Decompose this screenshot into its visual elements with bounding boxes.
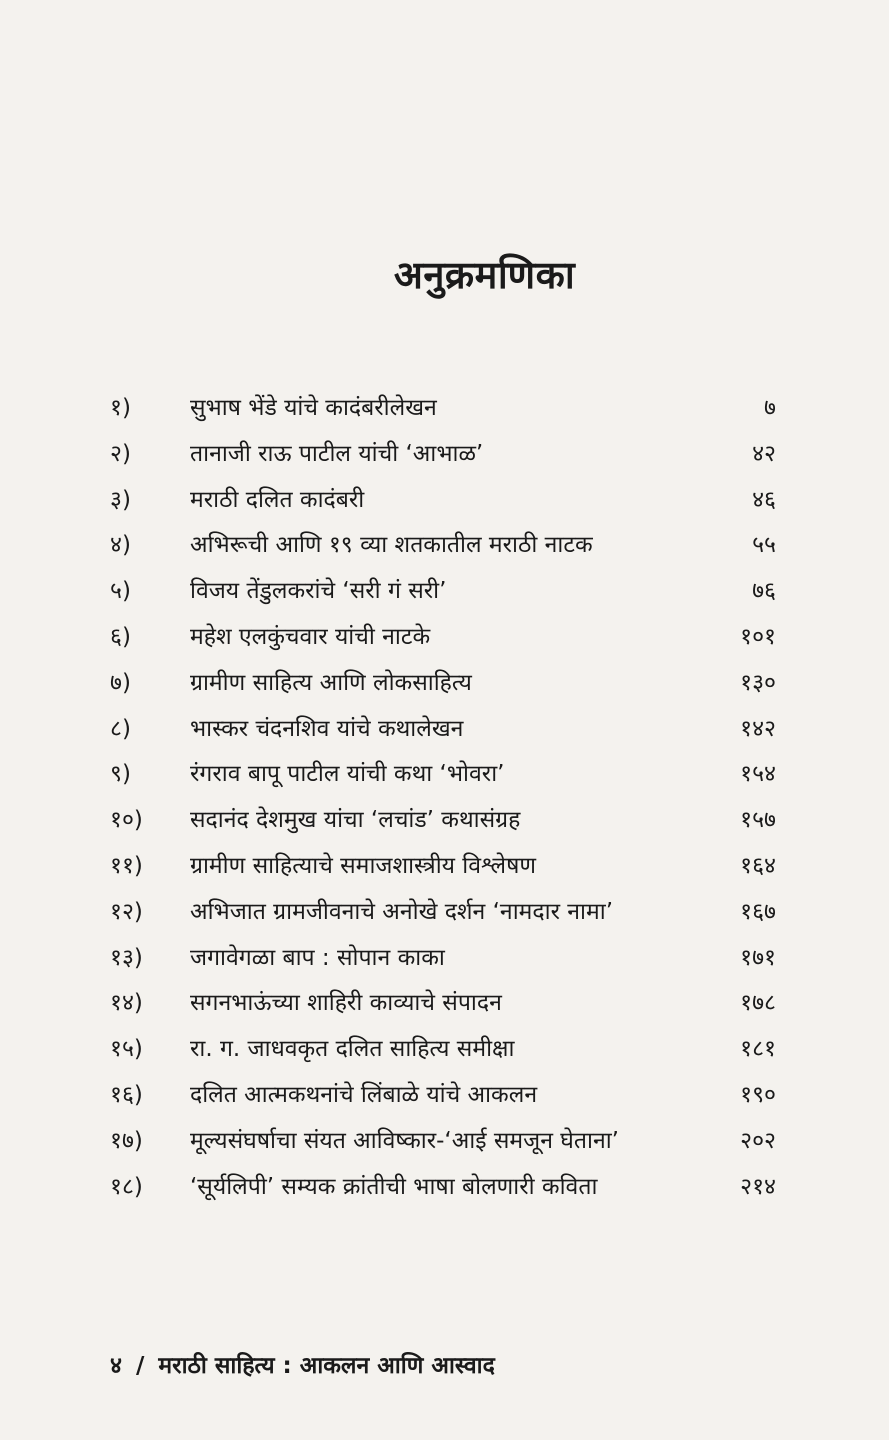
- entry-number: ३): [110, 486, 131, 513]
- toc-entry: [0, 842, 889, 888]
- toc-entry: [0, 384, 889, 430]
- entry-page: १०१: [740, 623, 776, 650]
- toc-entry: [0, 750, 889, 796]
- toc-entry: [0, 1025, 889, 1071]
- entry-title: मूल्यसंघर्षाचा संयत आविष्कार-‘आई समजून घेताना’: [190, 1127, 619, 1154]
- entry-number: १३): [110, 944, 143, 971]
- entry-number: ७): [110, 669, 131, 696]
- entry-page: १६४: [740, 852, 776, 879]
- entry-number: ११): [110, 852, 143, 879]
- toc-entry: [0, 521, 889, 567]
- toc-entry: [0, 1163, 889, 1209]
- toc-entry: [0, 934, 889, 980]
- entry-page: १७१: [740, 944, 776, 971]
- entry-page: १९०: [740, 1081, 776, 1108]
- entry-title: ‘सूर्यलिपी’ सम्यक क्रांतीची भाषा बोलणारी कविता: [190, 1173, 598, 1200]
- footer-page-number: ४: [110, 1353, 122, 1379]
- entry-title: तानाजी राऊ पाटील यांची ‘आभाळ’: [190, 440, 484, 467]
- entry-title: महेश एलकुंचवार यांची नाटके: [190, 623, 431, 650]
- entry-page: ४६: [752, 486, 776, 513]
- toc-entry: [0, 1071, 889, 1117]
- entry-page: ७६: [752, 578, 776, 605]
- entry-number: १७): [110, 1127, 143, 1154]
- entry-number: १५): [110, 1036, 143, 1063]
- entry-page: ५५: [752, 532, 776, 559]
- toc-entry: [0, 430, 889, 476]
- entry-title: सुभाष भेंडे यांचे कादंबरीलेखन: [190, 395, 437, 421]
- toc-entry: [0, 1117, 889, 1163]
- entry-page: १६७: [740, 898, 776, 925]
- toc-entry: [0, 979, 889, 1025]
- entry-number: १): [110, 395, 131, 421]
- toc-entry: [0, 659, 889, 705]
- entry-number: ५): [110, 578, 131, 605]
- footer-separator: /: [135, 1353, 145, 1379]
- entry-page: १७८: [740, 990, 776, 1017]
- entry-number: ४): [110, 532, 131, 559]
- entry-title: अभिजात ग्रामजीवनाचे अनोखे दर्शन ‘नामदार नामा’: [190, 898, 614, 925]
- entry-page: २१४: [740, 1173, 776, 1200]
- entry-page: १५७: [740, 807, 776, 834]
- toc-entry: [0, 705, 889, 751]
- entry-number: १४): [110, 990, 143, 1017]
- entry-page: ४२: [752, 440, 776, 467]
- entry-page: २०२: [740, 1127, 776, 1154]
- entry-number: २): [110, 440, 131, 467]
- entry-title: सदानंद देशमुख यांचा ‘लचांड’ कथासंग्रह: [190, 807, 521, 834]
- entry-page: १५४: [740, 761, 776, 788]
- entry-title: सगनभाऊंच्या शाहिरी काव्याचे संपादन: [190, 990, 502, 1017]
- table-of-contents: [0, 384, 889, 1208]
- running-footer: [110, 1348, 495, 1380]
- entry-number: १८): [110, 1173, 143, 1200]
- toc-entry: [0, 613, 889, 659]
- entry-title: ग्रामीण साहित्य आणि लोकसाहित्य: [190, 669, 472, 696]
- entry-title: मराठी दलित कादंबरी: [190, 486, 365, 513]
- entry-number: १०): [110, 807, 143, 834]
- entry-title: विजय तेंडुलकरांचे ‘सरी गं सरी’: [190, 578, 447, 605]
- entry-number: ८): [110, 715, 131, 742]
- entry-title: भास्कर चंदनशिव यांचे कथालेखन: [190, 715, 464, 742]
- footer-book-title: मराठी साहित्य : आकलन आणि आस्वाद: [158, 1353, 495, 1379]
- toc-entry: [0, 888, 889, 934]
- entry-page: १३०: [740, 669, 776, 696]
- entry-number: १६): [110, 1081, 143, 1108]
- entry-title: अभिरूची आणि १९ व्या शतकातील मराठी नाटक: [190, 532, 593, 559]
- toc-entry: [0, 476, 889, 522]
- entry-title: दलित आत्मकथनांचे लिंबाळे यांचे आकलन: [190, 1081, 538, 1108]
- entry-page: १४२: [740, 715, 776, 742]
- entry-page: ७: [764, 395, 776, 421]
- toc-entry: [0, 796, 889, 842]
- entry-number: ६): [110, 623, 131, 650]
- entry-title: ग्रामीण साहित्याचे समाजशास्त्रीय विश्लेषण: [190, 852, 537, 879]
- entry-title: रंगराव बापू पाटील यांची कथा ‘भोवरा’: [190, 761, 505, 788]
- entry-title: रा. ग. जाधवकृत दलित साहित्य समीक्षा: [190, 1036, 515, 1063]
- entry-page: १८१: [740, 1036, 776, 1063]
- entry-title: जगावेगळा बाप : सोपान काका: [190, 944, 445, 971]
- entry-number: १२): [110, 898, 143, 925]
- toc-entry: [0, 567, 889, 613]
- page-title: अनुक्रमणिका: [393, 253, 576, 297]
- entry-number: ९): [110, 761, 131, 788]
